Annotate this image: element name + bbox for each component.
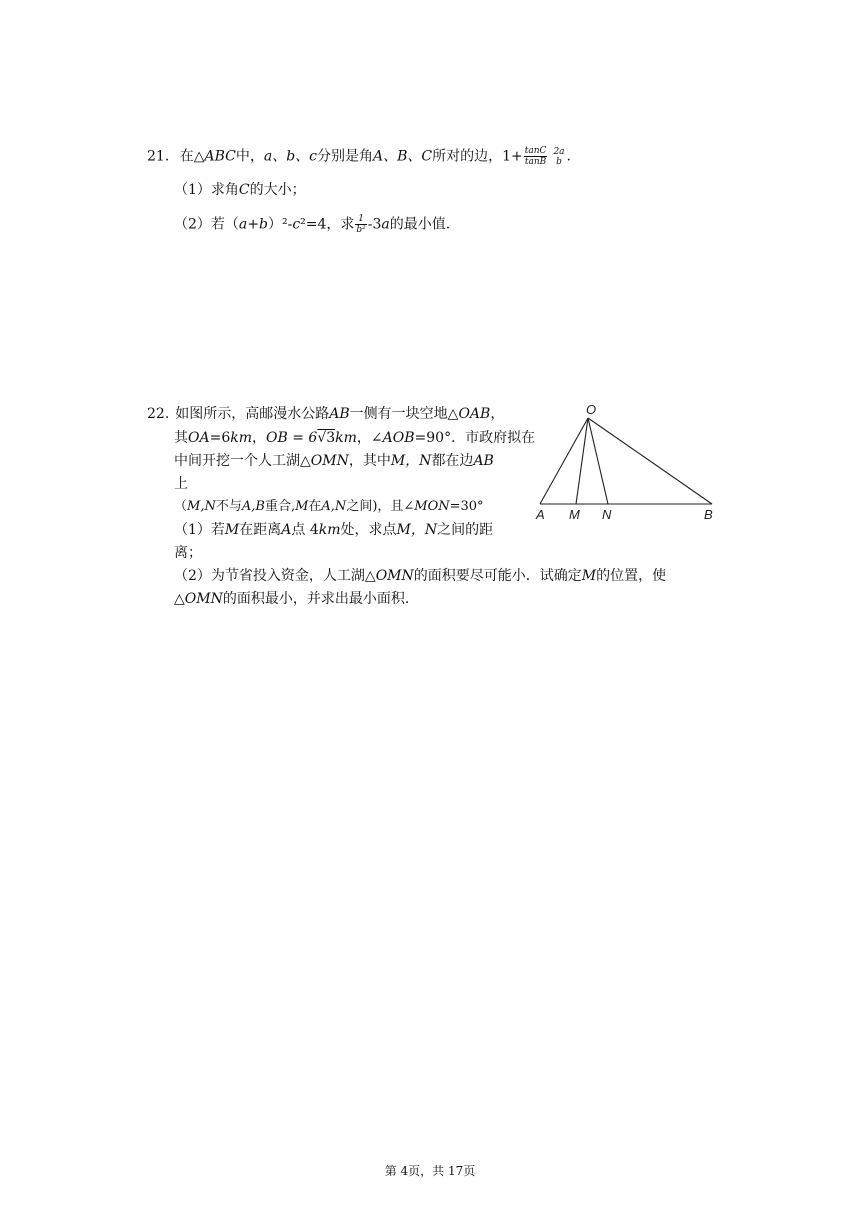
q22-line7: 离； bbox=[174, 545, 202, 561]
q22-line6: （1）若M在距离A点 4km处，求点M，N之间的距 bbox=[174, 522, 494, 538]
triangle-figure bbox=[532, 398, 728, 522]
q21-part2: （2）若（a+b）²-c²=4，求 $\frac{1}{\text{b²}}$ -3a的最小值. bbox=[174, 214, 451, 235]
segment-OM bbox=[576, 418, 588, 504]
q22-line4: 上 bbox=[174, 476, 188, 492]
label-B: B bbox=[704, 507, 713, 522]
q22-line5: （M,N不与A,B重合,M在A,N之间)，且∠MON=30° bbox=[174, 499, 484, 514]
q21-stem: 21. 在△ABC中，a、b、c分别是角A、B、C所对的边，1+ $\frac{\tan C}{\tan B}$ 2a b . bbox=[147, 146, 571, 167]
segment-ON bbox=[588, 418, 608, 504]
label-N: N bbox=[602, 507, 612, 522]
q21-number: 21. bbox=[147, 148, 170, 165]
label-M: M bbox=[569, 507, 580, 522]
q22-number: 22. bbox=[147, 406, 170, 422]
q22-line2: 其OA=6km，OB = 6√3km，∠AOB=90°．市政府拟在 bbox=[174, 430, 536, 446]
segment-OA bbox=[540, 418, 588, 504]
q22-line1: 22. 如图所示，高邮漫水公路AB一侧有一块空地△OAB， bbox=[147, 406, 505, 422]
q22-line8: （2）为节省投入资金，人工湖△OMN的面积要尽可能小．试确定M的位置，使 bbox=[174, 568, 667, 584]
label-O: O bbox=[586, 402, 597, 417]
fraction-2a-b: 2a b bbox=[553, 146, 565, 167]
page-footer: 第 4页，共 17页 bbox=[384, 1164, 476, 1178]
fraction-1-b2: $\frac{1}{\text{b²}}$ bbox=[356, 214, 366, 235]
q21-part1: （1）求角C的大小； bbox=[174, 182, 306, 198]
q22-line9: △OMN的面积最小，并求出最小面积. bbox=[174, 591, 410, 607]
q22-line3: 中间开挖一个人工湖△OMN，其中M，N都在边AB bbox=[174, 453, 494, 469]
fraction-tanC-tanB: $\frac{\tan C}{\tan B}$ bbox=[524, 146, 547, 167]
segment-OB bbox=[588, 418, 712, 504]
label-A: A bbox=[536, 507, 545, 522]
